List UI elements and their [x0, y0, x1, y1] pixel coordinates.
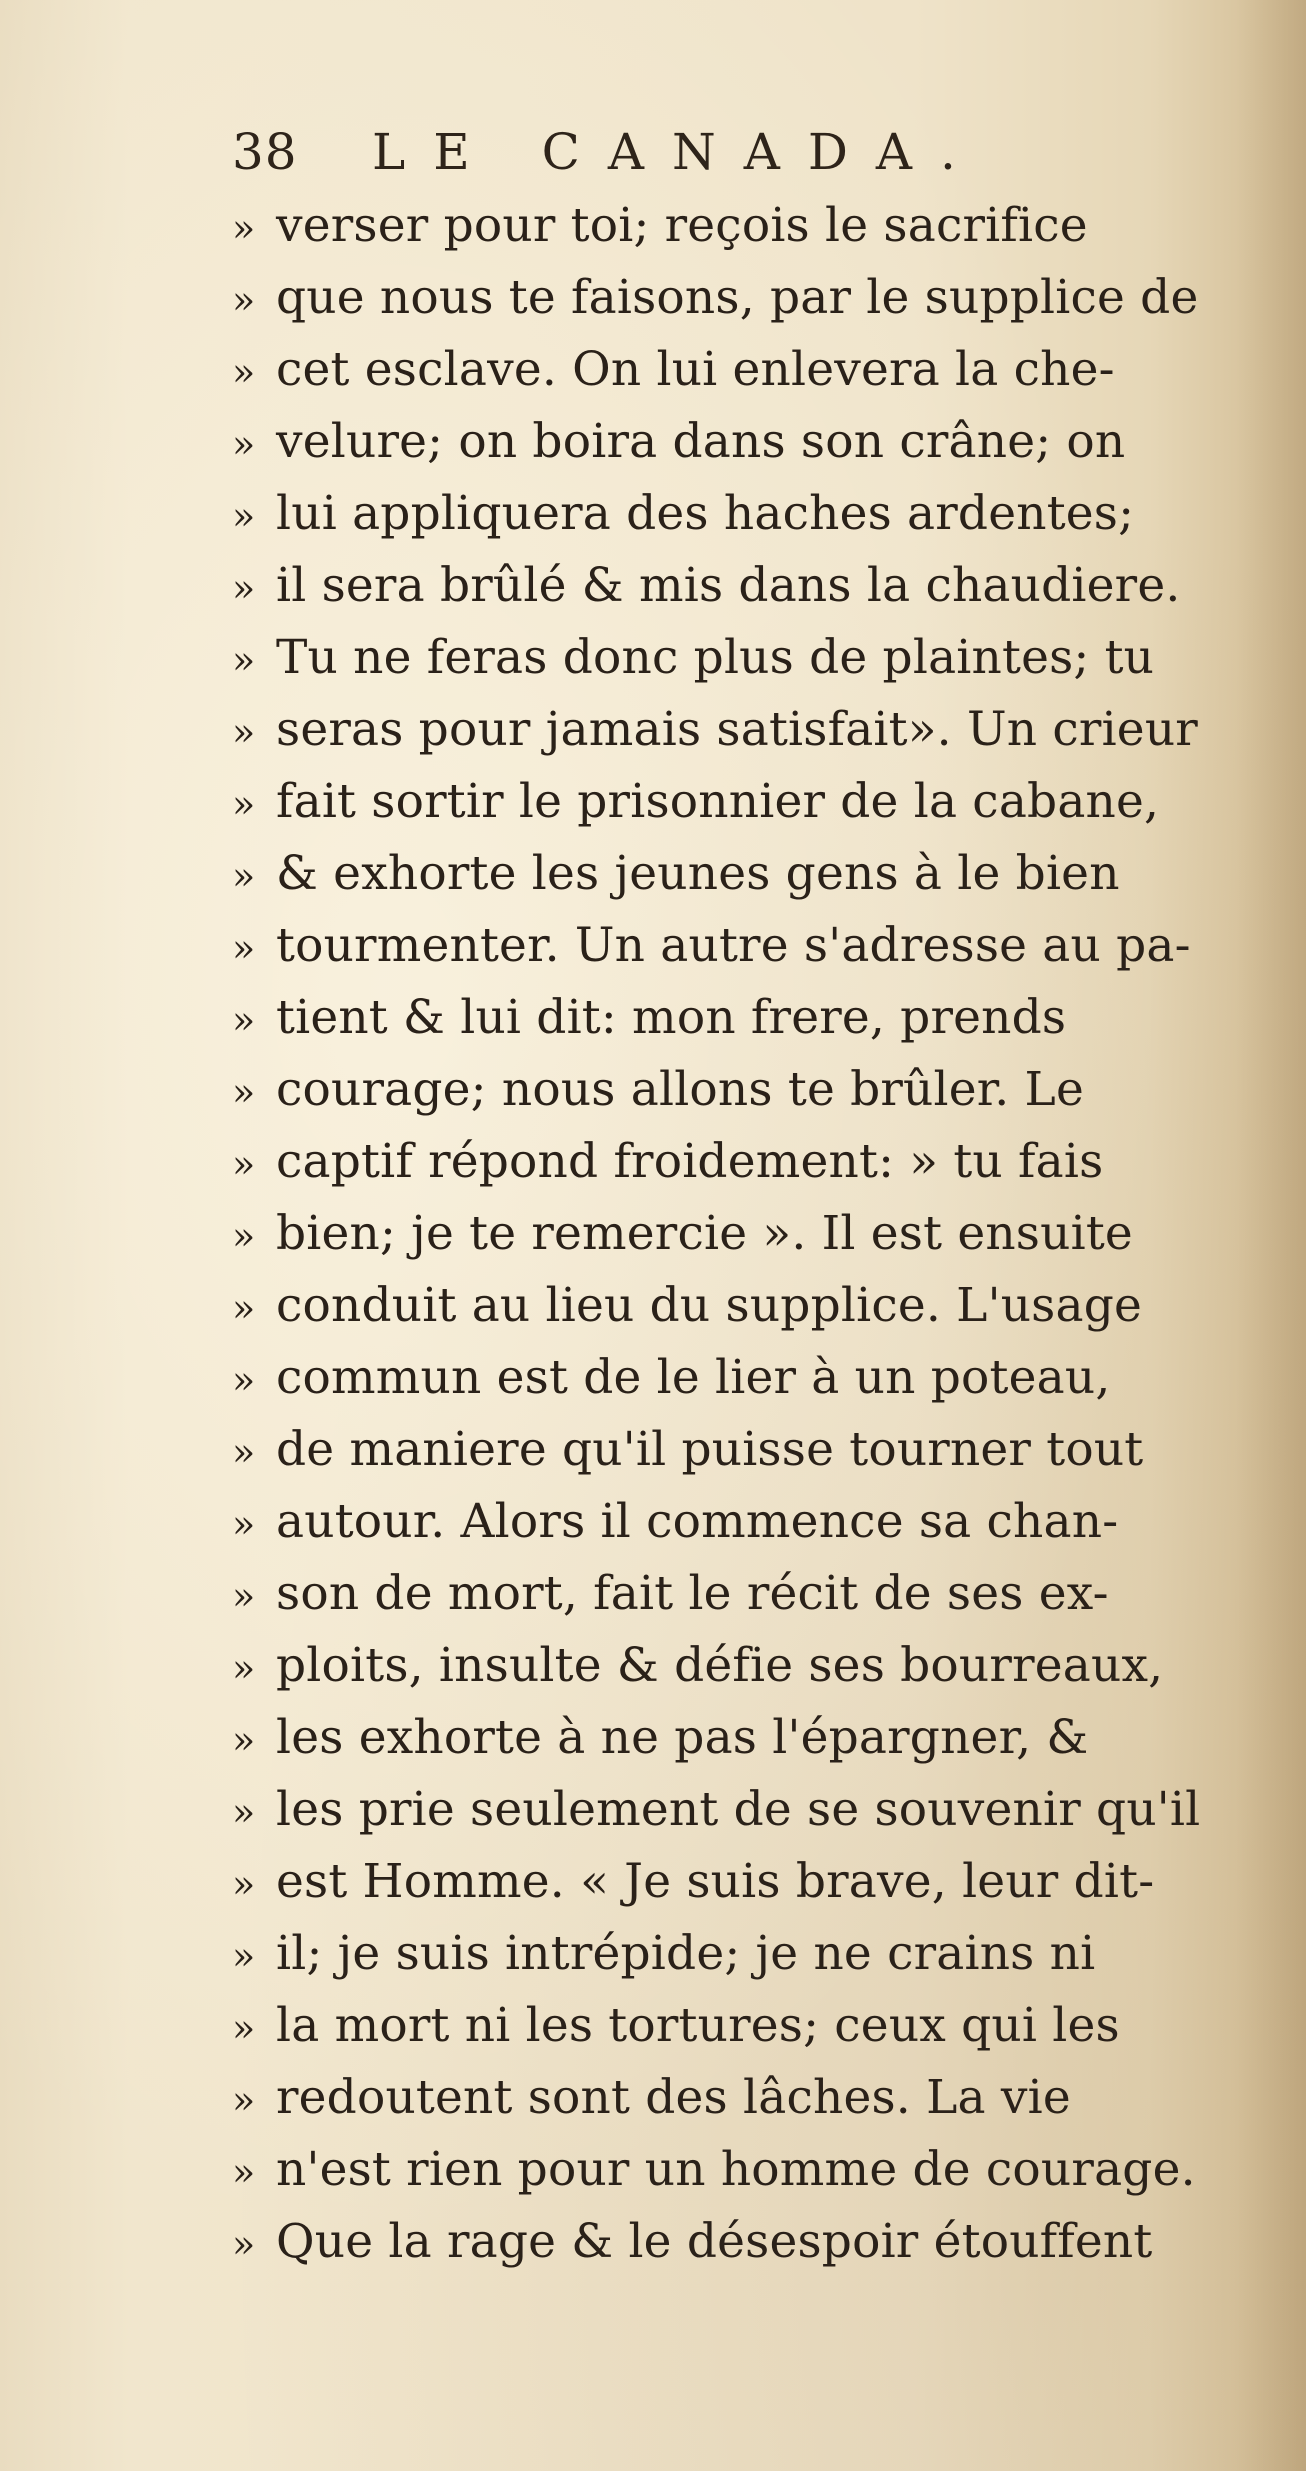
quote-mark: » [232, 1934, 256, 1978]
text-line [232, 622, 1242, 694]
spine-shadow [1236, 0, 1306, 2471]
quote-mark: » [232, 854, 256, 898]
line-text: fait sortir le prisonnier de la cabane, [276, 774, 1160, 829]
text-line [232, 1990, 1242, 2062]
text-line [232, 910, 1242, 982]
quote-mark: » [232, 2150, 256, 2194]
line-text: bien; je te remercie ». Il est ensuite [276, 1206, 1133, 1261]
quote-mark: » [232, 1502, 256, 1546]
line-text: il sera brûlé & mis dans la chaudiere. [276, 558, 1181, 613]
line-text: son de mort, fait le récit de ses ex- [276, 1566, 1109, 1621]
text-line [232, 1558, 1242, 1630]
quote-mark: » [232, 1070, 256, 1114]
text-line [232, 550, 1242, 622]
quote-mark: » [232, 710, 256, 754]
running-head: LE CANADA. [372, 123, 984, 181]
text-line [232, 334, 1242, 406]
text-line [232, 838, 1242, 910]
quote-mark: » [232, 1790, 256, 1834]
text-line [232, 694, 1242, 766]
line-text: cet esclave. On lui enlevera la che- [276, 342, 1115, 397]
line-text: que nous te faisons, par le supplice de [276, 270, 1199, 325]
text-line [232, 1054, 1242, 1126]
line-text: redoutent sont des lâches. La vie [276, 2070, 1071, 2125]
text-line [232, 766, 1242, 838]
line-text: Tu ne feras donc plus de plaintes; tu [276, 630, 1155, 685]
quote-mark: » [232, 206, 256, 250]
text-line [232, 1630, 1242, 1702]
text-line [232, 1774, 1242, 1846]
quote-mark: » [232, 1214, 256, 1258]
line-text: de maniere qu'il puisse tourner tout [276, 1422, 1144, 1477]
line-text: seras pour jamais satisfait». Un crieur [276, 702, 1198, 757]
quote-mark: » [232, 1574, 256, 1618]
line-text: Que la rage & le désespoir étouffent [276, 2214, 1153, 2269]
line-text: lui appliquera des haches ardentes; [276, 486, 1135, 541]
quote-mark: » [232, 1862, 256, 1906]
quote-mark: » [232, 1142, 256, 1186]
text-line [232, 2206, 1242, 2278]
line-text: les prie seulement de se souvenir qu'il [276, 1782, 1201, 1837]
text-line [232, 1342, 1242, 1414]
text-line [232, 190, 1242, 262]
line-text: est Homme. « Je suis brave, leur dit- [276, 1854, 1155, 1909]
line-text: verser pour toi; reçois le sacrifice [276, 198, 1088, 253]
quote-mark: » [232, 1646, 256, 1690]
text-line [232, 1126, 1242, 1198]
line-text: tient & lui dit: mon frere, prends [276, 990, 1067, 1045]
text-line [232, 262, 1242, 334]
quote-mark: » [232, 1718, 256, 1762]
text-line [232, 406, 1242, 478]
quote-mark: » [232, 2006, 256, 2050]
body-text [232, 190, 1242, 2278]
line-text: il; je suis intrépide; je ne crains ni [276, 1926, 1096, 1981]
quote-mark: » [232, 1430, 256, 1474]
page-header [232, 114, 1052, 194]
text-line [232, 1270, 1242, 1342]
quote-mark: » [232, 2222, 256, 2266]
quote-mark: » [232, 1286, 256, 1330]
text-line [232, 1414, 1242, 1486]
line-text: n'est rien pour un homme de courage. [276, 2142, 1196, 2197]
quote-mark: » [232, 926, 256, 970]
line-text: courage; nous allons te brûler. Le [276, 1062, 1084, 1117]
line-text: commun est de le lier à un poteau, [276, 1350, 1111, 1405]
text-line [232, 2062, 1242, 2134]
text-line [232, 1198, 1242, 1270]
text-line [232, 1918, 1242, 1990]
line-text: captif répond froidement: » tu fais [276, 1134, 1104, 1189]
line-text: les exhorte à ne pas l'épargner, & [276, 1710, 1089, 1765]
quote-mark: » [232, 1358, 256, 1402]
page-number: 38 [232, 123, 298, 181]
quote-mark: » [232, 566, 256, 610]
quote-mark: » [232, 2078, 256, 2122]
text-line [232, 982, 1242, 1054]
quote-mark: » [232, 782, 256, 826]
quote-mark: » [232, 278, 256, 322]
text-line [232, 2134, 1242, 2206]
text-line [232, 1846, 1242, 1918]
text-line [232, 1486, 1242, 1558]
line-text: & exhorte les jeunes gens à le bien [276, 846, 1120, 901]
line-text: la mort ni les tortures; ceux qui les [276, 1998, 1120, 2053]
quote-mark: » [232, 638, 256, 682]
line-text: tourmenter. Un autre s'adresse au pa- [276, 918, 1191, 973]
text-line [232, 1702, 1242, 1774]
line-text: conduit au lieu du supplice. L'usage [276, 1278, 1143, 1333]
line-text: ploits, insulte & défie ses bourreaux, [276, 1638, 1164, 1693]
text-line [232, 478, 1242, 550]
quote-mark: » [232, 494, 256, 538]
quote-mark: » [232, 422, 256, 466]
quote-mark: » [232, 350, 256, 394]
line-text: velure; on boira dans son crâne; on [276, 414, 1126, 469]
line-text: autour. Alors il commence sa chan- [276, 1494, 1119, 1549]
quote-mark: » [232, 998, 256, 1042]
